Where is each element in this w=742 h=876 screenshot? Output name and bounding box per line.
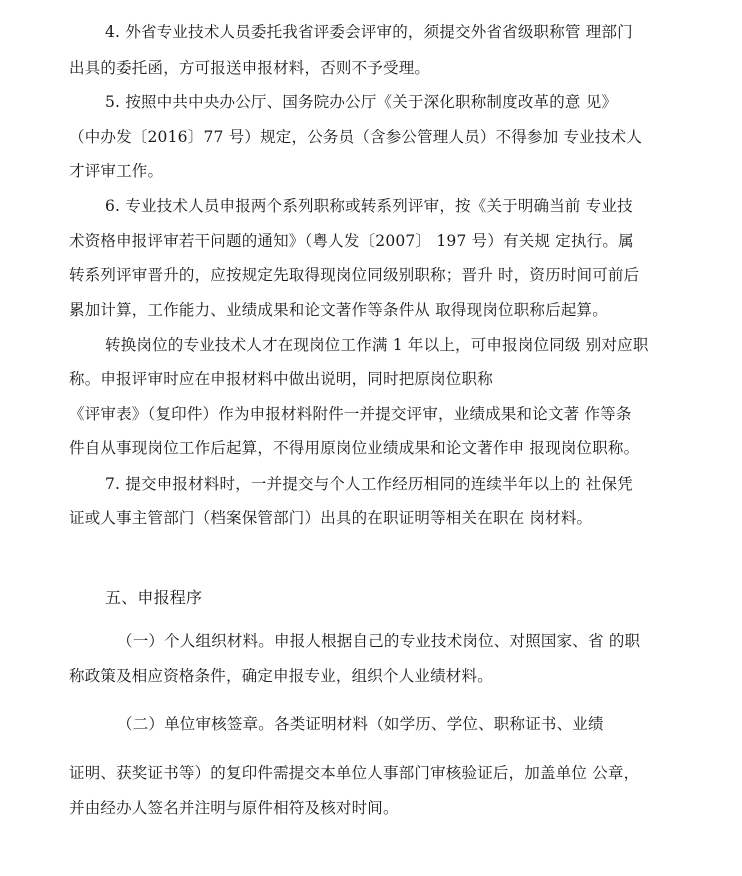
para-6-line-4: 累加计算，工作能力、业绩成果和论文著作等条件从 取得现岗位职称后起算。 — [69, 301, 608, 319]
para-transfer-line-3: 《评审表》（复印件）作为申报材料附件一并提交评审，业绩成果和论文著 作等条 — [69, 405, 632, 423]
para-7-line-1: 7. 提交申报材料时，一并提交与个人工作经历相同的连续半年以上的 社保凭 — [105, 475, 633, 493]
step-2-line-2: 证明、获奖证书等）的复印件需提交本单位人事部门审核验证后，加盖单位 公章， — [69, 764, 640, 782]
step-2-line-3: 并由经办人签名并注明与原件相符及核对时间。 — [69, 799, 399, 817]
para-6-line-1: 6. 专业技术人员申报两个系列职称或转系列评审，按《关于明确当前 专业技 — [105, 197, 633, 215]
para-5-line-3: 才评审工作。 — [69, 162, 164, 180]
para-6-line-3: 转系列评审晋升的，应按规定先取得现岗位同级别职称；晋升 时，资历时间可前后 — [69, 266, 640, 284]
step-2-line-1: （二）单位审核签章。各类证明材料（如学历、学位、职称证书、业绩 — [117, 715, 604, 733]
para-5-line-1: 5. 按照中共中央办公厅、国务院办公厅《关于深化职称制度改革的意 见》 — [105, 93, 618, 111]
para-transfer-line-1: 转换岗位的专业技术人才在现岗位工作满 1 年以上，可申报岗位同级 别对应职 — [105, 336, 649, 354]
step-1-line-2: 称政策及相应资格条件，确定申报专业，组织个人业绩材料。 — [69, 667, 493, 685]
section-heading: 五、申报程序 — [105, 588, 203, 607]
para-4-line-2: 出具的委托函，方可报送申报材料，否则不予受理。 — [69, 59, 431, 77]
step-1-line-1: （一）个人组织材料。申报人根据自己的专业技术岗位、对照国家、省 的职 — [117, 632, 641, 650]
para-6-line-2: 术资格申报评审若干问题的通知》（粤人发〔2007〕 197 号）有关规 定执行。属 — [69, 232, 634, 250]
para-transfer-line-4: 件自从事现岗位工作后起算，不得用原岗位业绩成果和论文著作申 报现岗位职称。 — [69, 439, 640, 457]
para-7-line-2: 证或人事主管部门（档案保管部门）出具的在职证明等相关在职在 岗材料。 — [69, 509, 593, 527]
para-4-line-1: 4. 外省专业技术人员委托我省评委会评审的，须提交外省省级职称管 理部门 — [105, 23, 633, 41]
para-5-line-2: （中办发〔2016〕77 号）规定，公务员（含参公管理人员）不得参加 专业技术人 — [69, 128, 643, 146]
para-transfer-line-2: 称。申报评审时应在申报材料中做出说明，同时把原岗位职称 — [69, 370, 493, 388]
